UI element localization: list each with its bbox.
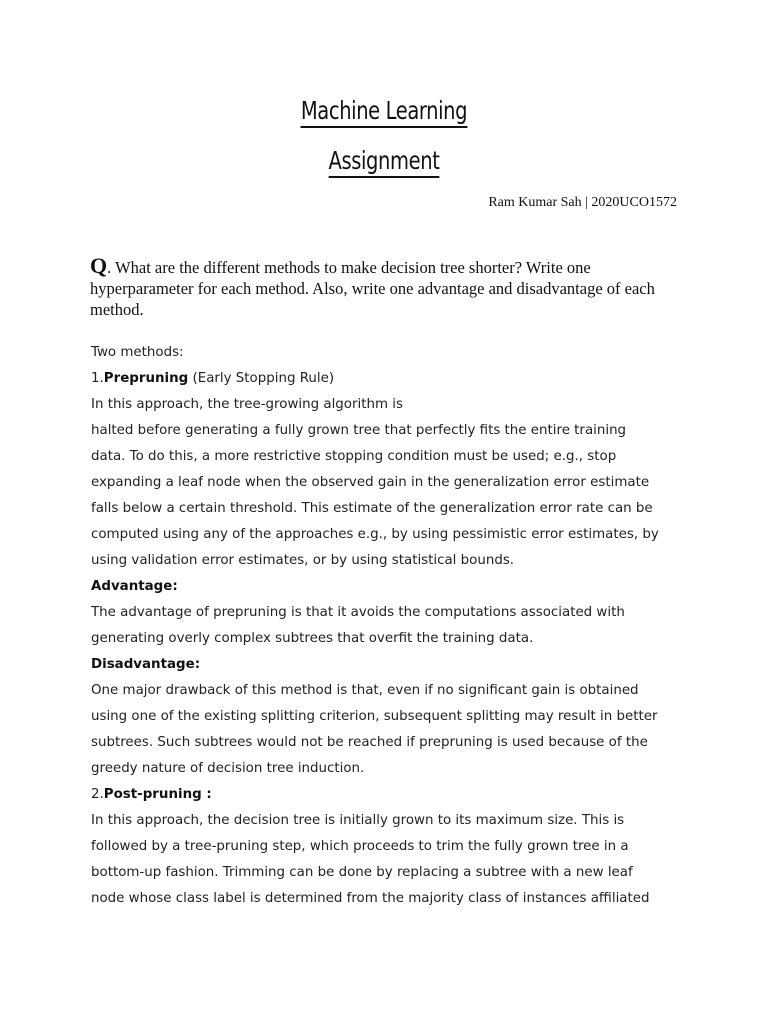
question-text: . What are the different methods to make decision tree shorter? Write one hyperparameter for each method. Also, write one advantage and disadvantage of each method. [90, 258, 655, 319]
answer-intro: Two methods: [91, 345, 184, 360]
method2-line: In this approach, the decision tree is initially grown to its maximum size. This is [91, 813, 625, 828]
method1-heading [91, 366, 691, 392]
question-mark: Q [90, 253, 108, 278]
method1-line: expanding a leaf node when the observed gain in the generalization error estimate [91, 475, 650, 490]
method1-subtitle: (Early Stopping Rule) [188, 371, 335, 386]
method2-line: bottom-up fashion. Trimming can be done by replacing a subtree with a new leaf [91, 865, 633, 880]
advantage-line: generating overly complex subtrees that overfit the training data. [91, 631, 534, 646]
disadvantage-line: using one of the existing splitting criterion, subsequent splitting may result in better [91, 709, 658, 724]
method1-line: computed using any of the approaches e.g., by using pessimistic error estimates, by [91, 527, 659, 542]
method2-heading [91, 782, 691, 808]
advantage-label: Advantage: [91, 579, 178, 594]
disadvantage-label: Disadvantage: [91, 657, 201, 672]
method1-line: falls below a certain threshold. This estimate of the generalization error rate can be [91, 501, 653, 516]
method2-line: followed by a tree-pruning step, which proceeds to trim the fully grown tree in a [91, 839, 629, 854]
document-title [84, 96, 683, 125]
question [90, 255, 690, 320]
document-subtitle [84, 146, 683, 175]
method2-name: Post-pruning : [103, 787, 212, 802]
method1-line: using validation error estimates, or by using statistical bounds. [91, 553, 515, 568]
advantage-line: The advantage of prepruning is that it avoids the computations associated with [91, 605, 625, 620]
method1-number: 1. [91, 371, 104, 386]
disadvantage-line: greedy nature of decision tree induction. [91, 761, 365, 776]
method1-line: halted before generating a fully grown tree that perfectly fits the entire training [91, 423, 627, 438]
advantage-heading [91, 574, 691, 600]
method1-name: Prepruning [103, 371, 189, 386]
method2-number: 2. [91, 787, 104, 802]
disadvantage-line: subtrees. Such subtrees would not be reached if prepruning is used because of the [91, 735, 648, 750]
method1-line: In this approach, the tree-growing algorithm is [91, 397, 403, 412]
method2-line: node whose class label is determined from the majority class of instances affiliated [91, 891, 650, 906]
answer-body [91, 340, 691, 912]
title-line-1: Machine Learning [301, 96, 467, 128]
author-line: Ram Kumar Sah | 2020UCO1572 [488, 195, 677, 210]
disadvantage-line: One major drawback of this method is that, even if no significant gain is obtained [91, 683, 639, 698]
disadvantage-heading [91, 652, 691, 678]
method1-line: data. To do this, a more restrictive stopping condition must be used; e.g., stop [91, 449, 617, 464]
title-line-2: Assignment [329, 146, 440, 178]
